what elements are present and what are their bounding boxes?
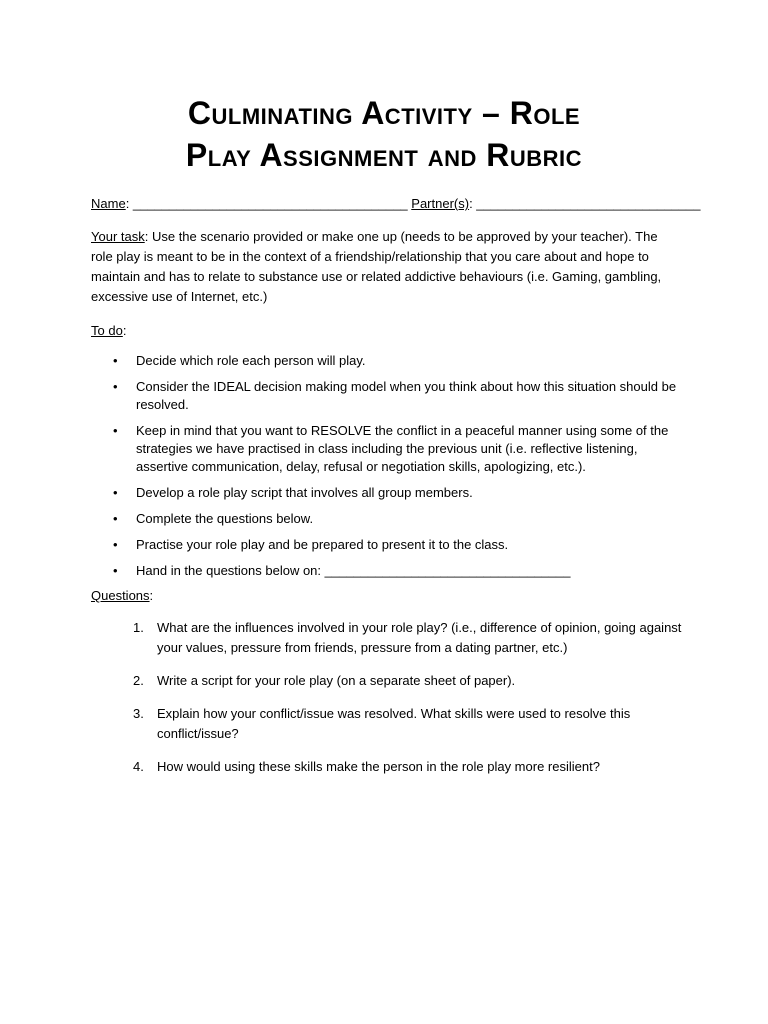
list-item (110, 352, 680, 370)
todo-heading (91, 321, 126, 341)
page-title (60, 92, 708, 176)
task-paragraph (91, 227, 681, 307)
bullet-icon: • (113, 563, 118, 578)
question-number: 2. (133, 673, 144, 688)
name-partner-row (91, 194, 700, 214)
name-label: Name (91, 196, 126, 211)
bullet-icon: • (113, 353, 118, 368)
question-item (133, 704, 683, 744)
list-item (110, 510, 680, 528)
list-item-text: Consider the IDEAL decision making model when you think about how this situation should be resolved. (136, 379, 677, 412)
partners-blank: : _______________________________ (469, 196, 701, 211)
bullet-icon: • (113, 485, 118, 500)
title-line-2: Play Assignment and Rubric (185, 137, 583, 173)
questions-colon: : (149, 588, 154, 603)
list-item-text: Practise your role play and be prepared to present it to the class. (136, 537, 509, 552)
bullet-icon: • (113, 537, 118, 552)
todo-colon: : (122, 323, 127, 338)
name-blank: : ______________________________________ (125, 196, 408, 211)
list-item-text: Decide which role each person will play. (136, 353, 366, 368)
question-text: How would using these skills make the person in the role play more resilient? (157, 759, 600, 774)
partners-label: Partner(s) (411, 196, 470, 211)
list-item-text: Keep in mind that you want to RESOLVE the conflict in a peaceful manner using some of the strategies we have practised in class including the previous unit (i.e. reflective listening, assertive communication, delay, refusal or negotiation skills, apologizing, etc.). (136, 423, 669, 474)
question-item (133, 618, 683, 658)
list-item-text: Hand in the questions below on: __________________________________ (136, 563, 571, 578)
list-item (110, 378, 680, 414)
list-item (110, 536, 680, 554)
question-item (133, 757, 683, 777)
question-text: What are the influences involved in your role play? (i.e., difference of opinion, going against your values, pressure from friends, pressure from a dating partner, etc.) (157, 620, 682, 655)
question-number: 3. (133, 706, 144, 721)
list-item (110, 422, 680, 476)
title-line-1: Culminating Activity – Role (187, 95, 581, 131)
task-label: Your task (91, 229, 145, 244)
bullet-icon: • (113, 379, 118, 394)
question-item (133, 671, 683, 691)
question-text: Write a script for your role play (on a separate sheet of paper). (157, 673, 516, 688)
questions-label: Questions (91, 588, 150, 603)
question-number: 4. (133, 759, 144, 774)
bullet-icon: • (113, 423, 118, 438)
list-item-text: Develop a role play script that involves all group members. (136, 485, 473, 500)
task-text: : Use the scenario provided or make one up (needs to be approved by your teacher). The role play is meant to be in the context of a friendship/relationship that you care about and hope to maintain and has to relate to substance use or related addictive behaviours (i.e. Gaming, gambling, excessive use of Internet, etc.) (91, 229, 662, 304)
bullet-icon: • (113, 511, 118, 526)
questions-list (133, 618, 683, 790)
list-item (110, 484, 680, 502)
todo-label: To do (91, 323, 123, 338)
todo-list (110, 352, 680, 588)
questions-heading (91, 586, 153, 606)
question-text: Explain how your conflict/issue was resolved. What skills were used to resolve this conflict/issue? (157, 706, 631, 741)
list-item (110, 562, 680, 580)
list-item-text: Complete the questions below. (136, 511, 314, 526)
question-number: 1. (133, 620, 144, 635)
